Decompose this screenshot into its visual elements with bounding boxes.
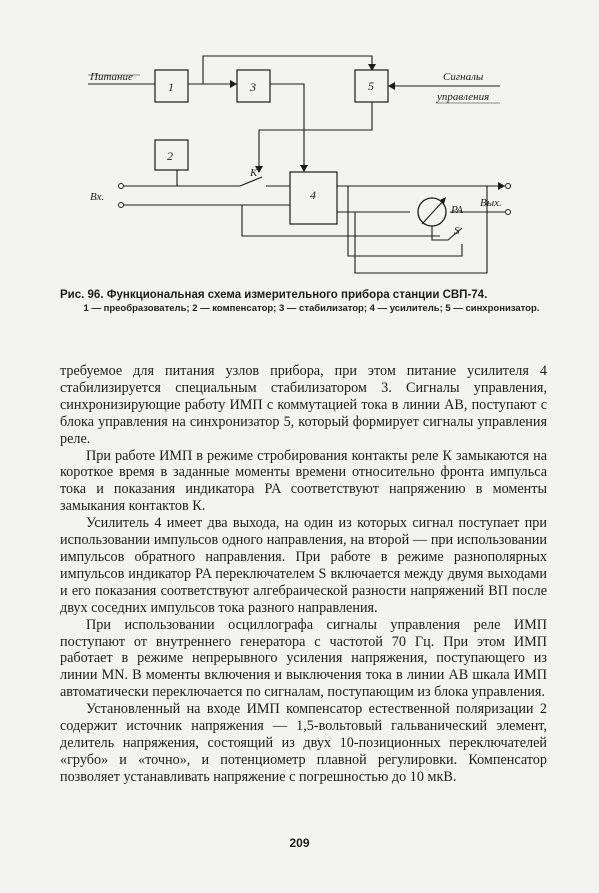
page-number: 209	[289, 836, 310, 850]
output-label: Вых.	[480, 197, 502, 209]
input-label: Вх.	[90, 191, 105, 203]
paragraph-5: Установленный на входе ИМП компенсатор естественной поляризации 2 содержит источник напряжения — 1,5-вольтовый гальванический элемент, делитель напряжения, состоящий из двух 10-позиционных переключателей «грубо» и «точно», и потенциометр плавной регулировки. Компенсатор позволяет устанавливать напряжение с погрешностью до 10 мкВ.	[60, 701, 547, 785]
arrow-to-4	[300, 165, 308, 172]
block-2-label: 2	[167, 149, 173, 163]
control-label-line2: управления	[437, 91, 490, 103]
feedback-line-2	[348, 186, 462, 256]
figure-caption-legend: 1 — преобразователь; 2 — компенсатор; 3 — стабилизатор; 4 — усилитель; 5 — синхронизатор.	[83, 303, 540, 314]
figure-caption	[60, 288, 545, 315]
arrow-to-3	[230, 80, 237, 88]
input-terminal-1	[119, 184, 124, 189]
feedback-line-3	[355, 186, 487, 273]
feedback-line-1	[242, 205, 440, 236]
relay-k-label: К	[250, 167, 258, 179]
control-label-line1: Сигналы	[443, 71, 484, 83]
output-terminal-2	[506, 210, 511, 215]
body-text	[60, 363, 547, 786]
block-3-label: 3	[250, 80, 256, 94]
arrow-control-to-5	[388, 82, 395, 90]
wire-3-4	[270, 84, 304, 172]
arrow-output-1	[498, 182, 505, 190]
paragraph-2: При работе ИМП в режиме стробирования контакты реле К замыкаются на короткое время в заданные моменты времени относительно фронта импульса тока и показания индикатора PA соответствуют напряжению в моменты замыкания контактов К.	[60, 447, 547, 515]
figure-caption-title: Рис. 96. Функциональная схема измерительного прибора станции СВП-74.	[60, 289, 488, 301]
paragraph-1: требуемое для питания узлов прибора, при этом питание усилителя 4 стабилизируется специальным стабилизатором 3. Сигналы управления, синхронизирующие работу ИМП с коммутацией тока в линии AB, поступают с блока управления на синхронизатор 5, который формирует сигналы управления реле.	[60, 363, 547, 447]
paragraph-3: Усилитель 4 имеет два выхода, на один из которых сигнал поступает при использовании импульсов одного направления, на второй — при использовании импульсов обратного направления. При работе в режиме разнополярных импульсов индикатор PA переключателем S включается между двумя выходами и его показания соответствуют алгебраической разности напряжений ВП после двух соседних импульсов тока разного направления.	[60, 515, 547, 616]
wire-5-k	[259, 102, 372, 172]
block-1-label: 1	[168, 80, 174, 94]
block-5-label: 5	[368, 79, 374, 93]
functional-diagram	[0, 0, 599, 285]
indicator-pa-label: PA	[451, 204, 464, 216]
output-terminal-1	[506, 184, 511, 189]
switch-s-wire	[432, 226, 448, 240]
switch-s-label: S	[454, 225, 460, 237]
wire-2-input	[155, 170, 177, 186]
wire-1-5	[203, 56, 372, 84]
input-terminal-2	[119, 203, 124, 208]
paragraph-4: При использовании осциллографа сигналы управления реле ИМП поступают от внутреннего генератора с частотой 70 Гц. При этом ИМП работает в режиме непрерывного усиления напряжения, поступающего из линии MN. В моменты включения и выключения тока в линии AB шкала ИМП автоматически переключается по сигналам, поступающим из блока управления.	[60, 616, 547, 701]
power-label: Питание	[90, 71, 133, 83]
block-4-label: 4	[310, 188, 316, 202]
